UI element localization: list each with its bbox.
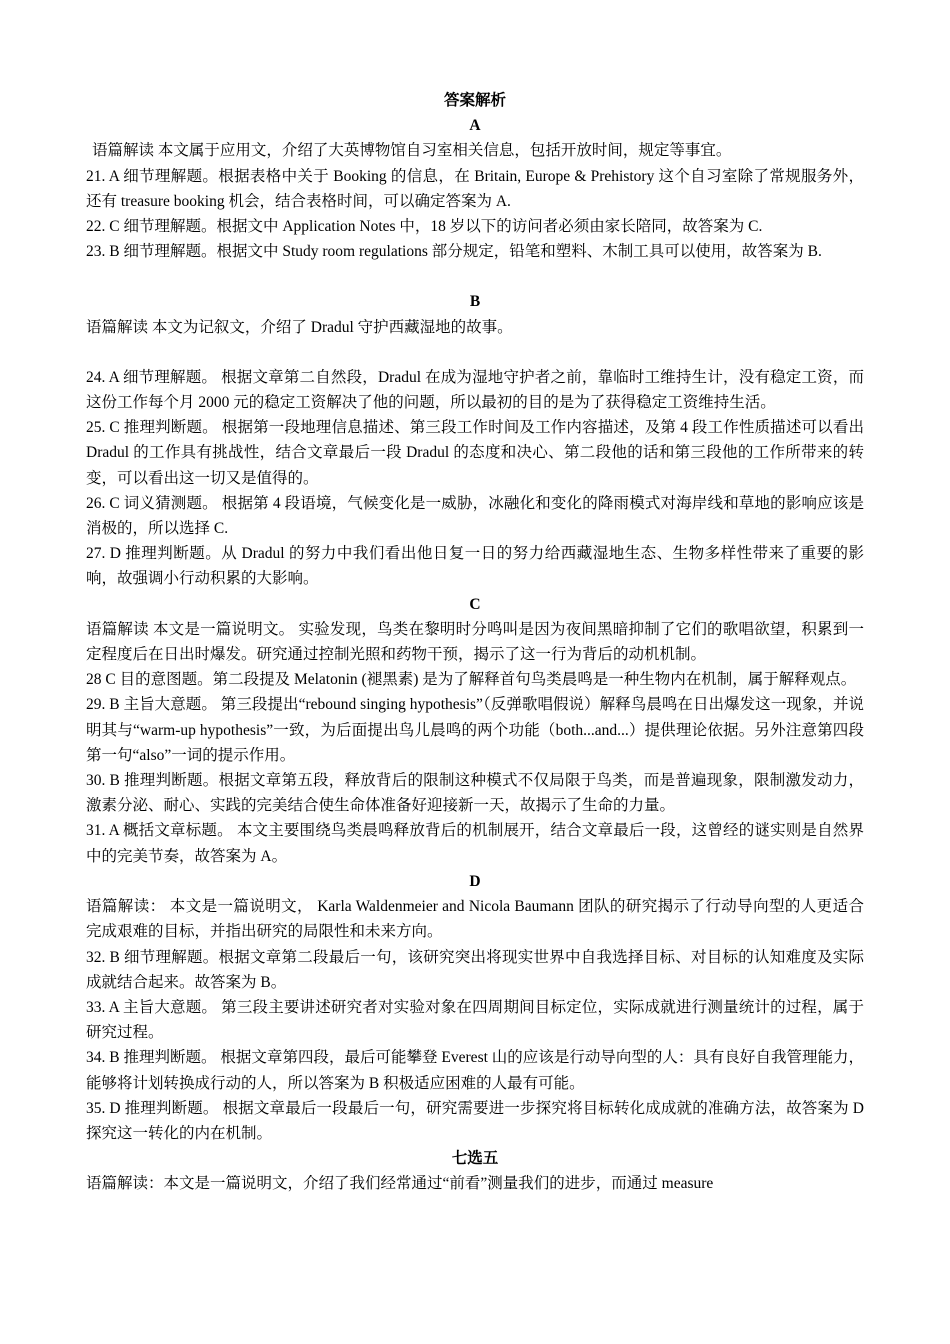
answer-32: 32. B 细节理解题。根据文章第二段最后一句，该研究突出将现实世界中自我选择目标、对目标的认知难度及实际成就结合起来。故答案为 B。 [86,948,864,991]
section-seven-intro: 语篇解读：本文是一篇说明文，介绍了我们经常通过“前看”测量我们的进步，而通过 measure [86,1175,714,1193]
answer-30: 30. B 推理判断题。根据文章第五段，释放背后的限制这种模式不仅局限于鸟类，而是普遍现象，限制激发动力，激素分泌、耐心、实践的完美结合使生命体准备好迎接新一天，故揭示了生命的力量。 [86,772,864,815]
answer-document [86,88,864,1197]
answer-31: 31. A 概括文章标题。 本文主要围绕鸟类晨鸣释放背后的机制展开，结合文章最后一段，这曾经的谜实则是自然界中的完美节奏，故答案为 A。 [86,822,864,865]
answer-24: 24. A 细节理解题。 根据文章第二自然段，Dradul 在成为湿地守护者之前，靠临时工维持生计，没有稳定工资，而这份工作每个月 2000 元的稳定工资解决了他的问题，所以最初的目的是为了获得稳定工资维持生活。 [86,368,864,412]
section-seven-heading: 七选五 [451,1150,499,1168]
spacer [86,340,864,365]
answer-21: 21. A 细节理解题。根据表格中关于 Booking 的信息，在 Britain, Europe & Prehistory 这个自习室除了常规服务外，还有 treasure booking 机会，结合表格时间，可以确定答案为 A. [86,167,864,210]
answer-25: 25. C 推理判断题。 根据第一段地理信息描述、第三段工作时间及工作内容描述，及第 4 段工作性质描述可以看出 Dradul 的工作具有挑战性，结合文章最后一段 Dradul 的态度和决心、第二段他的话和第三段他的工作所带来的转变，可以看出这一切又是值得的。 [86,419,864,487]
answer-29: 29. B 主旨大意题。 第三段提出“rebound singing hypothesis”（反弹歌唱假说）解释鸟晨鸣在日出爆发这一现象，并说明其与“warm-up hypothesis”一致，为后面提出鸟儿晨鸣的两个功能（both...and...）提供理论依据。另外注意第四段第一句“also”一词的提示作用。 [86,696,864,764]
section-d-intro: 语篇解读： 本文是一篇说明文， Karla Waldenmeier and Nicola Baumann 团队的研究揭示了行动导向型的人更适合完成艰难的目标，并指出研究的局限性和未来方向。 [86,898,864,941]
section-b-heading: B [469,293,481,311]
section-c-heading: C [469,595,481,613]
section-a-intro: 语篇解读 本文属于应用文，介绍了大英博物馆自习室相关信息，包括开放时间，规定等事宜。 [92,142,732,160]
section-a-heading: A [469,117,481,135]
answer-28: 28 C 目的意图题。第二段提及 Melatonin (褪黑素) 是为了解释首句鸟类晨鸣是一种生物内在机制，属于解释观点。 [86,671,857,689]
section-c-intro: 语篇解读 本文是一篇说明文。 实验发现，鸟类在黎明时分鸣叫是因为夜间黑暗抑制了它们的歌唱欲望，积累到一定程度后在日出时爆发。研究通过控制光照和药物干预，揭示了这一行为背后的动机机制。 [86,620,864,664]
answer-26: 26. C 词义猜测题。 根据第 4 段语境，气候变化是一威胁，冰融化和变化的降雨模式对海岸线和草地的影响应该是消极的，所以选择 C. [86,494,864,538]
answer-27: 27. D 推理判断题。从 Dradul 的努力中我们看出他日复一日的努力给西藏湿地生态、生物多样性带来了重要的影响，故强调小行动积累的大影响。 [86,545,864,588]
answer-23: 23. B 细节理解题。根据文中 Study room regulations 部分规定，铅笔和塑料、木制工具可以使用，故答案为 B. [86,243,822,261]
answer-35: 35. D 推理判断题。 根据文章最后一段最后一句，研究需要进一步探究将目标转化成成就的准确方法，故答案为 D 探究这一转化的内在机制。 [86,1099,864,1142]
page-title: 答案解析 [443,92,506,109]
answer-22: 22. C 细节理解题。根据文中 Application Notes 中，18 岁以下的访问者必须由家长陪同，故答案为 C. [86,218,763,236]
spacer [86,264,864,289]
answer-33: 33. A 主旨大意题。 第三段主要讲述研究者对实验对象在四周期间目标定位，实际成就进行测量统计的过程，属于研究过程。 [86,998,864,1042]
answer-34: 34. B 推理判断题。 根据文章第四段，最后可能攀登 Everest 山的应该是行动导向型的人：具有良好自我管理能力，能够将计划转换成行动的人，所以答案为 B 积极适应困难的人最有可能。 [86,1049,864,1092]
section-b-intro: 语篇解读 本文为记叙文，介绍了 Dradul 守护西藏湿地的故事。 [86,318,513,336]
section-d-heading: D [469,872,481,890]
